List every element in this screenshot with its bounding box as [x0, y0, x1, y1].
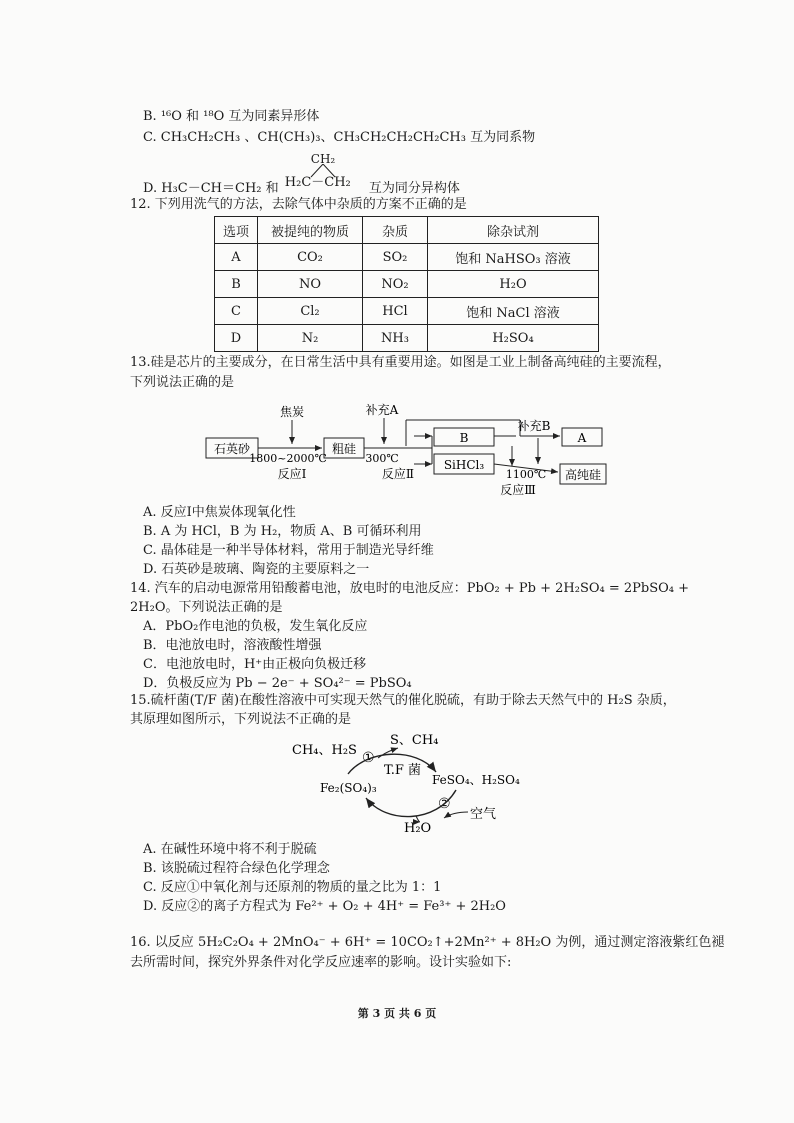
fe2so43-label: Fe₂(SO₄)₃	[320, 781, 377, 795]
a-label: A	[577, 431, 587, 445]
table-cell: B	[215, 271, 258, 298]
rxn1-label: 反应Ⅰ	[277, 467, 307, 481]
q15-option-c: C. 反应①中氧化剂与还原剂的物质的量之比为 1：1	[143, 880, 442, 895]
table-cell: H₂O	[428, 271, 599, 298]
cyclopropane-structure	[283, 152, 365, 192]
page-footer: 第 3 页 共 6 页	[357, 1007, 437, 1020]
q13-option-b: B. A 为 HCl，B 为 H₂，物质 A、B 可循环利用	[143, 524, 422, 539]
q15-stem-line1: 15.硫杆菌(T/F 菌)在酸性溶液中可实现天然气的催化脱硫，有助于除去天然气中的 H₂S 杂质，	[130, 693, 676, 708]
sihcl3-label: SiHCl₃	[443, 458, 485, 472]
water-label: H₂O	[404, 821, 432, 836]
q15-option-b: B. 该脱硫过程符合绿色化学理念	[143, 861, 330, 876]
q15-stem-line2: 其原理如图所示，下列说法不正确的是	[130, 712, 352, 727]
table-cell: C	[215, 298, 258, 325]
air-in-arrow	[444, 812, 468, 818]
table-row	[215, 271, 599, 298]
q12-table	[214, 216, 599, 352]
quartz-label: 石英砂	[213, 442, 251, 456]
circle2-label: ②	[438, 796, 451, 812]
table-cell: NO	[258, 271, 363, 298]
header-cell: 被提纯的物质	[258, 217, 363, 244]
q14-option-c: C．电池放电时，H⁺由正极向负极迁移	[143, 657, 367, 672]
table-row	[215, 298, 599, 325]
bacteria-label: T.F 菌	[384, 763, 422, 778]
q13-option-a: A. 反应Ⅰ中焦炭体现氧化性	[143, 505, 296, 520]
q11-option-b: B. ¹⁶O 和 ¹⁸O 互为同素异形体	[143, 109, 320, 124]
rxn3-label: 反应Ⅲ	[500, 483, 536, 497]
pure-si-label: 高纯硅	[564, 468, 602, 482]
q13-option-d: D. 石英砂是玻璃、陶瓷的主要原料之一	[143, 562, 370, 577]
crude-si-label: 粗硅	[331, 442, 357, 456]
ring-base-label: H₂C－CH₂	[284, 175, 351, 190]
table-cell: CO₂	[258, 244, 363, 271]
q11-d-suffix: 互为同分异构体	[368, 181, 460, 196]
q14-stem-line1: 14. 汽车的启动电源常用铅酸蓄电池，放电时的电池反应：PbO₂ + Pb + 2H₂SO₄ = 2PbSO₄ +	[130, 581, 690, 596]
table-cell: 饱和 NaHSO₃ 溶液	[428, 244, 599, 271]
table-cell: H₂SO₄	[428, 325, 599, 352]
q13-stem-line2: 下列说法正确的是	[130, 375, 235, 390]
temp1-label: 1800~2000℃	[249, 452, 327, 465]
silicon-flow-diagram	[200, 398, 620, 498]
reactants-label: CH₄、H₂S	[292, 743, 357, 758]
table-row	[215, 244, 599, 271]
supply-b-label: 补充B	[517, 419, 551, 433]
q13-option-c: C. 晶体硅是一种半导体材料，常用于制造光导纤维	[143, 543, 434, 558]
table-cell: D	[215, 325, 258, 352]
feso4-label: FeSO₄、H₂SO₄	[432, 773, 520, 787]
table-header-row	[215, 217, 599, 244]
circle1-label: ①	[362, 750, 375, 766]
ring-top-label: CH₂	[310, 152, 336, 166]
b-label: B	[459, 431, 469, 445]
table-cell: NO₂	[363, 271, 428, 298]
q13-stem-line1: 13.硅是芯片的主要成分，在日常生活中具有重要用途。如图是工业上制备高纯硅的主要流程，	[130, 355, 671, 370]
q16-stem-line2: 去所需时间，探究外界条件对化学反应速率的影响。设计实验如下:	[130, 955, 512, 970]
table-cell: Cl₂	[258, 298, 363, 325]
q15-option-d: D. 反应②的离子方程式为 Fe²⁺ + O₂ + 4H⁺ = Fe³⁺ + 2H₂O	[143, 899, 506, 914]
supply-a-label: 补充A	[365, 403, 399, 417]
desulfurization-cycle	[286, 728, 566, 838]
q15-option-a: A. 在碱性环境中将不利于脱硫	[143, 842, 317, 857]
rxn2-label: 反应Ⅱ	[381, 467, 415, 481]
header-cell: 杂质	[363, 217, 428, 244]
table-cell: N₂	[258, 325, 363, 352]
q11-option-c: C. CH₃CH₂CH₃ 、CH(CH₃)₃、CH₃CH₂CH₂CH₂CH₃ 互为同系物	[143, 130, 536, 145]
branch-to-products	[378, 748, 398, 758]
q14-option-d: D．负极反应为 Pb − 2e⁻ + SO₄²⁻ = PbSO₄	[143, 676, 412, 691]
table-row	[215, 325, 599, 352]
q12-stem: 12. 下列用洗气的方法，去除气体中杂质的方案不正确的是	[130, 197, 467, 212]
table-cell: NH₃	[363, 325, 428, 352]
q14-option-a: A．PbO₂作电池的负极，发生氧化反应	[143, 619, 368, 634]
q14-option-b: B．电池放电时，溶液酸性增强	[143, 638, 322, 653]
table-cell: SO₂	[363, 244, 428, 271]
table-cell: 饱和 NaCl 溶液	[428, 298, 599, 325]
q11-d-prefix: D. H₃C－CH＝CH₂ 和	[143, 181, 279, 196]
header-cell: 除杂试剂	[428, 217, 599, 244]
temp2-label: 300℃	[365, 452, 399, 465]
q16-stem-line1: 16. 以反应 5H₂C₂O₄ + 2MnO₄⁻ + 6H⁺ = 10CO₂↑+2Mn²⁺ + 8H₂O 为例，通过测定溶液紫红色褪	[130, 935, 725, 950]
table-cell: HCl	[363, 298, 428, 325]
products1-label: S、CH₄	[390, 733, 439, 748]
table-cell: A	[215, 244, 258, 271]
air-label: 空气	[470, 807, 497, 822]
temp3-label: 1100℃	[505, 468, 547, 481]
coke-label: 焦炭	[279, 405, 305, 419]
header-cell: 选项	[215, 217, 258, 244]
q14-stem-line2: 2H₂O。下列说法正确的是	[130, 600, 283, 615]
q11-option-d	[143, 152, 460, 198]
